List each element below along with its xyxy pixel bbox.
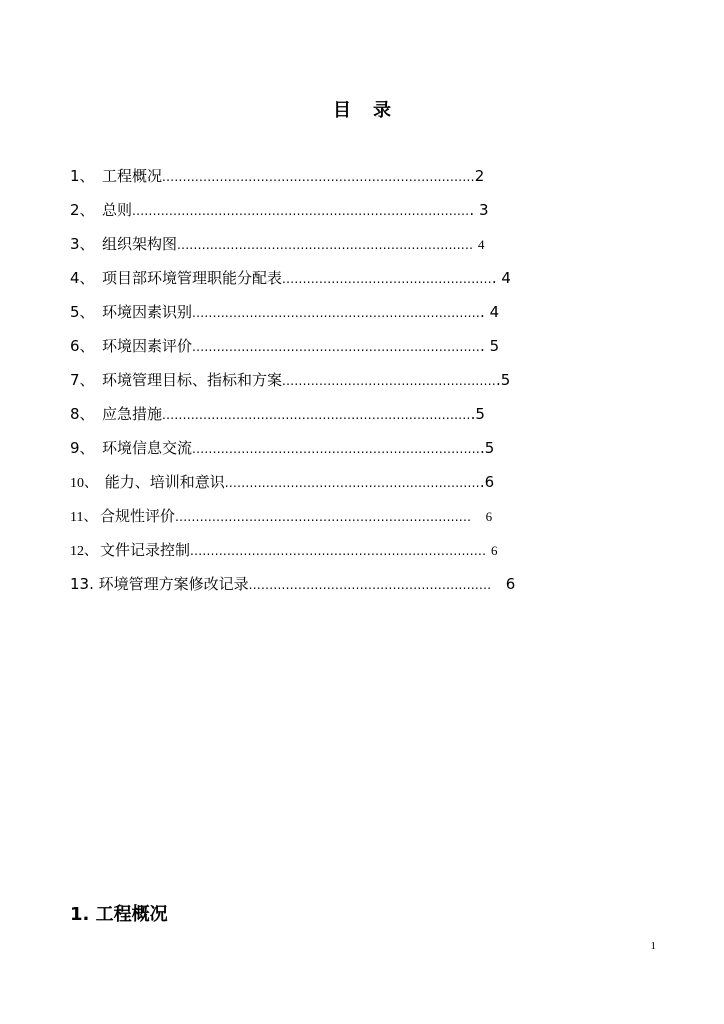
toc-title-left: 目 — [333, 100, 351, 121]
toc-entry-label: 应急措施 — [102, 405, 163, 423]
toc-entry-10[interactable] — [70, 468, 590, 502]
toc-entry-7[interactable] — [70, 366, 590, 400]
toc-entry-label: 能力、培训和意识 — [100, 473, 225, 491]
toc-entry-leader: ........................................................... — [248, 578, 492, 592]
toc-entry-4[interactable] — [70, 264, 590, 298]
toc-entry-label: 总则 — [102, 201, 133, 219]
toc-entry-leader: ...................................................................... — [192, 442, 481, 456]
toc-entry-page: .5 — [480, 439, 495, 457]
toc-entry-number: 1、 — [70, 167, 95, 185]
toc-entry-2[interactable] — [70, 196, 590, 230]
toc-entry-number: 2、 — [70, 201, 95, 219]
toc-entry-label: 环境因素评价 — [102, 337, 193, 355]
toc-entry-page: .5 — [470, 405, 485, 423]
toc-entry-leader: ...................................................................... — [192, 306, 481, 320]
toc-entry-label: 合规性评价 — [100, 507, 176, 525]
page-number: 1 — [650, 940, 656, 952]
toc-entry-leader: ........................................................................... — [162, 408, 471, 422]
toc-list — [70, 162, 590, 604]
toc-entry-number: 8、 — [70, 405, 95, 423]
toc-entry-page: . 5 — [480, 337, 500, 355]
toc-entry-11[interactable] — [70, 502, 590, 536]
toc-entry-12[interactable] — [70, 536, 590, 570]
toc-entry-number: 13. — [70, 575, 94, 593]
toc-entry-leader: .................................................... — [282, 374, 496, 388]
toc-entry-label: 环境因素识别 — [102, 303, 193, 321]
toc-entry-page: .5 — [495, 371, 511, 389]
toc-entry-page: 6 — [485, 509, 493, 524]
toc-entry-label: 工程概况 — [102, 167, 163, 185]
toc-entry-leader: ........................................................................ — [190, 544, 487, 558]
toc-entry-number: 3、 — [70, 235, 95, 253]
toc-entry-leader: ............................................................................ — [162, 170, 475, 184]
toc-entry-number: 11、 — [70, 510, 98, 525]
toc-entry-page: .6 — [479, 473, 495, 491]
toc-entry-leader: ...................................................................... — [192, 340, 481, 354]
toc-entry-leader: .................................................................................. — [132, 204, 470, 218]
toc-entry-number: 5、 — [70, 303, 95, 321]
toc-entry-number: 12、 — [70, 544, 98, 559]
section-heading: 1. 工程概况 — [70, 904, 168, 925]
toc-entry-label: 环境信息交流 — [102, 439, 193, 457]
toc-title-right: 录 — [373, 100, 391, 121]
toc-title — [0, 96, 724, 122]
toc-entry-page: 2 — [474, 167, 485, 185]
toc-entry-page: . 4 — [491, 269, 511, 287]
toc-entry-8[interactable] — [70, 400, 590, 434]
toc-entry-page: 4 — [478, 237, 485, 252]
toc-entry-3[interactable] — [70, 230, 590, 264]
toc-entry-page: . 4 — [480, 303, 500, 321]
toc-entry-leader: ........................................................................ — [177, 238, 474, 252]
toc-entry-page: 6 — [505, 575, 516, 593]
toc-entry-page: 6 — [491, 543, 498, 558]
toc-entry-number: 6、 — [70, 337, 95, 355]
toc-entry-label: 组织架构图 — [102, 235, 178, 253]
toc-entry-page: . 3 — [469, 201, 489, 219]
toc-entry-number: 10、 — [70, 476, 98, 491]
toc-entry-1[interactable] — [70, 162, 590, 196]
toc-entry-leader: ................................................... — [282, 272, 492, 286]
toc-entry-9[interactable] — [70, 434, 590, 468]
toc-entry-number: 7、 — [70, 371, 95, 389]
toc-entry-leader: ........................................................................ — [175, 510, 472, 524]
toc-entry-number: 4、 — [70, 269, 95, 287]
toc-entry-5[interactable] — [70, 298, 590, 332]
toc-entry-label: 文件记录控制 — [100, 541, 191, 559]
toc-entry-6[interactable] — [70, 332, 590, 366]
toc-entry-label: 项目部环境管理职能分配表 — [102, 269, 283, 287]
toc-entry-label: 环境管理方案修改记录 — [93, 575, 249, 593]
toc-entry-label: 环境管理目标、指标和方案 — [102, 371, 283, 389]
toc-entry-leader: .............................................................. — [224, 476, 480, 490]
toc-entry-number: 9、 — [70, 439, 95, 457]
toc-entry-13[interactable] — [70, 570, 590, 604]
